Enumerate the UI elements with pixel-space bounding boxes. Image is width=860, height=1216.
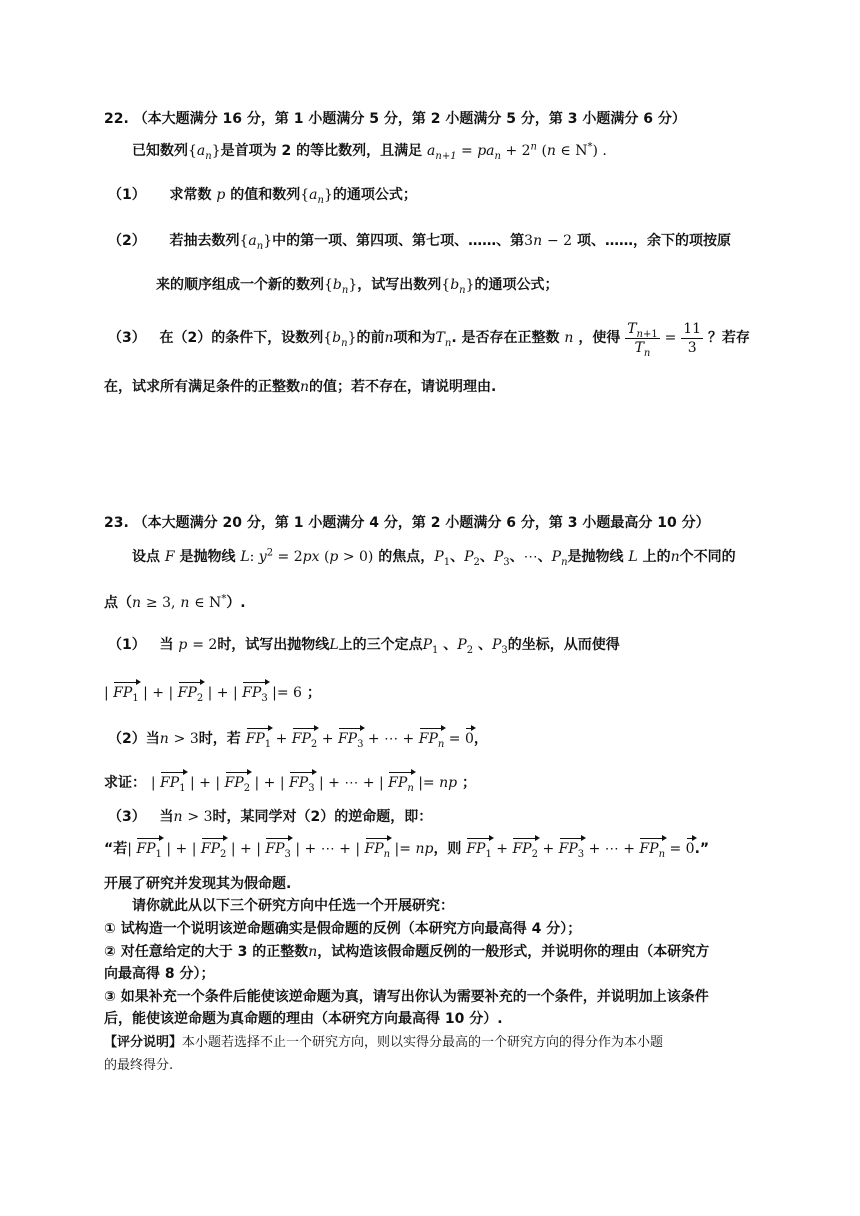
q23-option1-text: ① 试构造一个说明该逆命题确实是假命题的反例（本研究方向最高得 4 分）； (104, 921, 582, 937)
q23-part1-label: （1） (108, 637, 146, 653)
q23-intro-text-d: 是抛物线 (567, 549, 624, 565)
q22-part2-text-a: 若抽去数列 (169, 233, 240, 249)
q23-option3-line2-text: 后，能使该逆命题为真命题的理由（本研究方向最高得 10 分）. (104, 1011, 503, 1027)
eleven-thirds-fraction: $\frac{11}{3}$ (683, 320, 702, 356)
q22-part2-line2: 来的顺序组成一个新的数列$\{b_n\}$，试写出数列$\{b_n\}$的通项公式； (156, 277, 559, 296)
q23-intro-text-b: 是抛物线 (179, 549, 236, 565)
q23-option2-line2-text: 向最高得 8 分）； (104, 966, 215, 982)
q22-intro-text-a: 已知数列 (132, 143, 188, 159)
q22-part1-label: （1） (108, 187, 146, 203)
q23-quote: “若| $FP_1$ | + | $FP_2$ | + | $FP_3$ | + ⋯ + | $FP_n$ |= np，则 $FP_1 + FP_2 + FP_3$ + ⋯ + $FP_n = 0$.” (104, 841, 710, 860)
q23-part3-text-b: 时，某同学对（2）的逆命题，即： (212, 809, 433, 825)
q23-part1-condition: | $FP_1$ | + | $FP_2$ | + | $FP_3$ |= 6 ； (104, 685, 321, 704)
q23-part2: （2）当n > 3时，若 $FP_1 + FP_2 + FP_3$ + ⋯ + $FP_n = 0$， (108, 731, 488, 750)
q23-research-text: 开展了研究并发现其为假命题. (104, 876, 292, 892)
q23-part2-text-b: ， (473, 731, 488, 747)
q22-part1: （1） 求常数 p 的值和数列$\{a_n\}$的通项公式； (108, 187, 417, 206)
q23-prove-label: 求证： (104, 775, 146, 791)
q22-part2-line2-b: ，试写出数列 (357, 277, 442, 293)
q23-prove: 求证： | $FP_1$ | + | $FP_2$ | + | $FP_3$ | + ⋯ + | $FP_n$ |= np ； (104, 775, 476, 794)
q23-part1: （1） 当 p = 2时，试写出抛物线L上的三个定点$P_1$ 、$P_2$ 、$P_3$的坐标，从而使得 (108, 637, 620, 656)
q23-option3-line1 (104, 986, 860, 1006)
q23-intro-text-f: 个不同的 (679, 549, 736, 565)
q23-part3: （3） 当n > 3时，某同学对（2）的逆命题，即： (108, 809, 433, 825)
q23-header (104, 512, 860, 532)
q23-intro-line2: 点（n ≥ 3, n ∈ N*）. (104, 593, 246, 611)
q22-part3-text-f: ？若存 (707, 330, 750, 346)
q22-part3: （3） 在（2）的条件下，设数列$\{b_n\}$的前n项和为$T_n$. 是否存在正整数 n ，使得 $\frac{T_{n+1}}{T_n}$ = $\frac{11}{3}$ ？若存 (108, 320, 750, 359)
q22-part3-line2-a: 在，试求所有满足条件的正整数 (104, 379, 300, 395)
q23-part1-text-d: 的坐标，从而使得 (507, 637, 620, 653)
q23-option2-line2 (104, 963, 860, 983)
q23-part2-label: （2）当 (108, 731, 160, 747)
q23-part1-text-c: 上的三个定点 (338, 637, 423, 653)
q22-part3-line2: 在，试求所有满足条件的正整数n的值；若不存在，请说明理由. (104, 379, 497, 395)
q23-header-text: 23. （本大题满分 20 分，第 1 小题满分 4 分，第 2 小题满分 6 分，第 3 小题最高分 10 分） (104, 515, 710, 531)
q23-choose-text: 请你就此从以下三个研究方向中任选一个开展研究： (132, 898, 454, 914)
scoring-note-line2-text: 的最终得分. (104, 1058, 174, 1073)
q23-option2: ② 对任意给定的大于 3 的正整数n，试构造该假命题反例的一般形式，并说明你的理由（本研究方 (104, 944, 710, 960)
q22-part2-label: （2） (108, 233, 146, 249)
scoring-note (104, 1031, 860, 1050)
q23-quote-mid: ，则 (433, 841, 462, 857)
q22-header (104, 108, 860, 128)
q22-part3-text-b: 的前 (356, 330, 385, 346)
q22-part1-text-c: 的通项公式； (332, 187, 417, 203)
q23-part1-text-b: 时，试写出抛物线 (217, 637, 330, 653)
q23-intro-line2-b: ）. (226, 595, 246, 611)
q22-part2-text-c: 项、……，余下的项按原 (576, 233, 731, 249)
q22-part2-line2-a: 来的顺序组成一个新的数列 (156, 277, 324, 293)
q23-intro: 设点 F 是抛物线 L: $y^2 = 2px$ (p > 0) 的焦点，$P_1$、$P_2$、$P_3$、⋯、$P_n$是抛物线 L 上的n个不同的 (132, 547, 736, 568)
q22-part2: （2） 若抽去数列$\{a_n\}$中的第一项、第四项、第七项、……、第3n − 2 项、……，余下的项按原 (108, 233, 731, 252)
q23-quote-open: “若 (104, 841, 128, 857)
q22-part3-text-c: 项和为 (393, 330, 436, 346)
q23-intro-text-a: 设点 (132, 549, 160, 565)
q22-part3-line2-b: 的值；若不存在，请说明理由. (309, 379, 497, 395)
q23-option1 (104, 918, 860, 938)
q22-intro-text-b: 是首项为 2 的等比数列，且满足 (220, 143, 423, 159)
q22-recurrence: $a_{n+1} = pa_n + 2^n$ (n ∈ N*) . (427, 141, 607, 162)
q23-option3-line2 (104, 1008, 860, 1028)
q22-part3-text-d: . 是否存在正整数 (451, 330, 560, 346)
q23-option2-text-b: ，试构造该假命题反例的一般形式，并说明你的理由（本研究方 (317, 944, 710, 960)
q23-intro-text-c: 的焦点， (378, 549, 435, 565)
q22-part2-line2-c: 的通项公式； (474, 277, 559, 293)
q23-part3-text-a: 当 (159, 809, 174, 825)
q23-part1-text-a: 当 (159, 637, 174, 653)
ratio-fraction: $\frac{T_{n+1}}{T_n}$ (627, 320, 658, 359)
q23-research (104, 873, 860, 893)
q22-part1-text-a: 求常数 (169, 187, 212, 203)
q22-intro: 已知数列$\{a_n\}$是首项为 2 的等比数列，且满足 $a_{n+1} = pa_n + 2^n$ (n ∈ N*) . (132, 141, 607, 162)
scoring-note-line2 (104, 1054, 860, 1073)
q22-part1-text-b: 的值和数列 (230, 187, 301, 203)
q23-part3-label: （3） (108, 809, 146, 825)
q22-part3-text-e: ，使得 (578, 330, 621, 346)
q23-intro-text-e: 上的 (642, 549, 671, 565)
scoring-note-line1: 本小题若选择不止一个研究方向，则以实得分最高的一个研究方向的得分作为本小题 (182, 1035, 664, 1050)
q23-part2-text-a: 时，若 (198, 731, 241, 747)
q23-choose (132, 895, 860, 915)
parabola-equation: L: $y^2 = 2px$ (p > 0) (240, 547, 374, 565)
q23-option3-line1-text: ③ 如果补充一个条件后能使该逆命题为真，请写出你认为需要补充的一个条件，并说明加上该条件 (104, 989, 709, 1005)
q22-part3-text-a: 在（2）的条件下，设数列 (159, 330, 324, 346)
q23-intro-line2-a: 点（ (104, 595, 132, 611)
scoring-note-tag: 【评分说明】 (104, 1035, 183, 1050)
q23-option2-text-a: ② 对任意给定的大于 3 的正整数 (104, 944, 309, 960)
q22-part3-label: （3） (108, 330, 146, 346)
q22-header-text: 22. （本大题满分 16 分，第 1 小题满分 5 分，第 2 小题满分 5 分，第 3 小题满分 6 分） (104, 111, 686, 127)
q22-part2-text-b: 中的第一项、第四项、第七项、……、第 (272, 233, 525, 249)
q23-quote-close: .” (694, 841, 710, 857)
